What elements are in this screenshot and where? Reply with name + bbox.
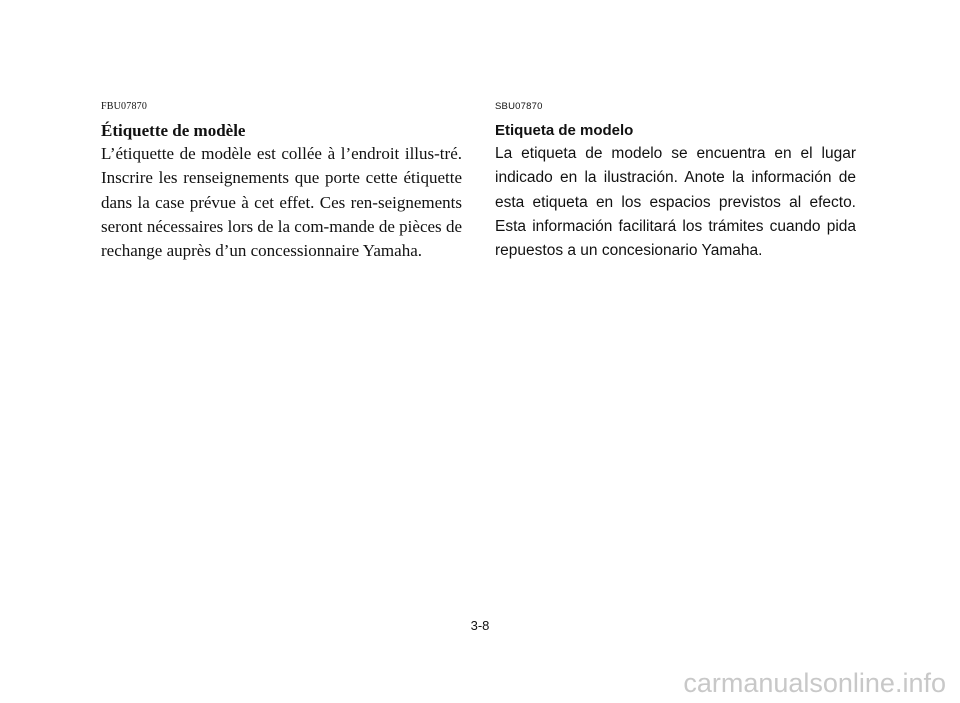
- spanish-section: [495, 100, 856, 263]
- french-section: [101, 100, 462, 263]
- section-heading: Étiquette de modèle: [101, 121, 246, 140]
- section-body: La etiqueta de modelo se encuentra en el lugar indicado en la ilustración. Anote la información de esta etiqueta en los espacios previstos al efecto. Esta información facilitará los trámites cuando pida repuestos a un concesionario Yamaha.: [495, 145, 856, 260]
- page-number: 3-8: [470, 618, 490, 633]
- section-code: SBU07870: [495, 101, 543, 112]
- section-body: L’étiquette de modèle est collée à l’endroit illus-tré. Inscrire les renseignements que porte cette étiquette dans la case prévue à cet effet. Ces ren-seignements seront nécessaires lors de la com-mande de pièces de rechange auprès d’un concessionnaire Yamaha.: [101, 144, 462, 261]
- section-code: FBU07870: [101, 101, 148, 112]
- watermark: carmanualsonline.info: [683, 668, 946, 698]
- section-heading: Etiqueta de modelo: [495, 122, 634, 139]
